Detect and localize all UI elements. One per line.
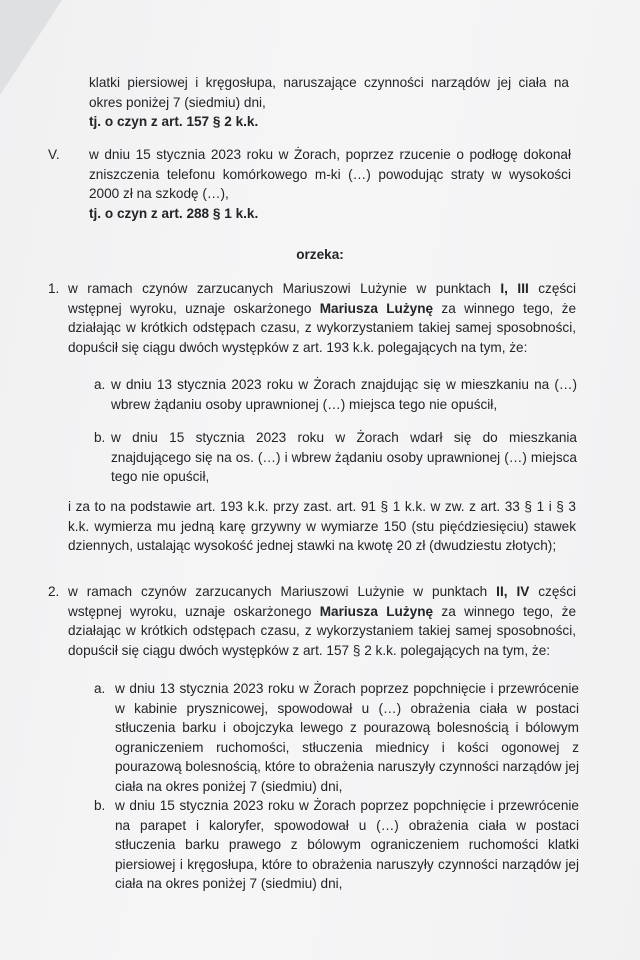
legal-qualification: tj. o czyn z art. 157 § 2 k.k. (89, 114, 259, 129)
sub-point-1b: w dniu 15 stycznia 2023 roku w Żorach wdarł się do mieszkania znajdującego się na os. (…) i wbrew żądaniu osoby uprawnionej (…) miejsca tego nie opuścił, (111, 430, 577, 484)
ruling-heading: orzeka: (296, 247, 344, 262)
previous-item-continuation: klatki piersiowej i kręgosłupa, naruszające czynności narządów jej ciała na okres poniżej 7 (siedmiu) dni, tj. o czyn z art. 157 § 2 k.k. (89, 73, 569, 132)
defendant-name: Mariusza Lużynę (319, 300, 434, 316)
sub-point-2a: w dniu 13 stycznia 2023 roku w Żorach poprzez popchnięcie i przewrócenie w kabinie prysznicowej, spowodował u (…) obrażenia ciała w postaci stłuczenia barku i obojczyka lewego z pourazową bolesnością i bólowym ograniczeniem ruchomości, stłuczenia miednicy i kości ogonowej z pourazową bolesnością, które to obrażenia naruszyły czynności narządów jej ciała na okres poniżej 7 (siedmiu) dni, (115, 681, 579, 794)
penalty-paragraph: i za to na podstawie art. 193 k.k. przy zast. art. 91 § 1 k.k. w zw. z art. 33 § 1 i § 3 k.k. wymierza mu jedną karę grzywny w wymiarze 150 (stu pięćdziesięciu) stawek dziennych, ustalając wysokość jednej stawki na kwotę 20 zł (dwudziestu złotych); (68, 499, 576, 553)
sub-point-letter: b. (94, 430, 106, 445)
defendant-name: Mariusza Lużynę (319, 603, 434, 619)
ruling-point-number: 1. (48, 281, 60, 296)
sub-point-letter: b. (94, 798, 106, 813)
folded-corner (0, 0, 62, 95)
sub-point-letter: a. (94, 377, 106, 392)
legal-qualification: tj. o czyn z art. 288 § 1 k.k. (89, 205, 259, 221)
sub-point-2b: w dniu 15 stycznia 2023 roku w Żorach poprzez popchnięcie i przewrócenie na parapet i kaloryfer, spowodował u (…) obrażenia ciała w postaci stłuczenia barku prawego z bólowym ograniczeniem ruchomości klatki piersiowej i kręgosłupa, które to obrażenia naruszyły czynności narządów jej ciała na okres poniżej 7 (siedmiu) dni, (115, 798, 579, 891)
charge-number: V. (48, 147, 60, 162)
ruling-point-1: w ramach czynów zarzucanych Mariuszowi Lużynie w punktach I, III części wstępnej wyroku, uznaje oskarżonego Mariusza Lużynę za winnego tego, że działając w krótkich odstępach czasu, z wykorzystaniem takiej samej sposobności, dopuścił się ciągu dwóch występków z art. 193 k.k. polegających na tym, że: (68, 281, 577, 355)
charge-v: w dniu 15 stycznia 2023 roku w Żorach, poprzez rzucenie o podłogę dokonał zniszczenia telefonu komórkowego m-ki (…) powodując straty w wysokości 2000 zł na szkodę (…), tj. o czyn z art. 288 § 1 k.k. (89, 145, 571, 223)
ruling-point-2: w ramach czynów zarzucanych Mariuszowi Lużynie w punktach II, IV części wstępnej wyroku, uznaje oskarżonego Mariusza Lużynę za winnego tego, że działając w krótkich odstępach czasu, z wykorzystaniem takiej samej sposobności, dopuścił się ciągu dwóch występków z art. 157 § 2 k.k. polegających na tym, że: (68, 584, 577, 658)
sub-point-1a: w dniu 13 stycznia 2023 roku w Żorach znajdując się w mieszkaniu na (…) wbrew żądaniu osoby uprawnionej (…) miejsca tego nie opuścił, (111, 377, 577, 412)
ruling-point-number: 2. (48, 584, 60, 599)
sub-point-letter: a. (94, 681, 106, 696)
